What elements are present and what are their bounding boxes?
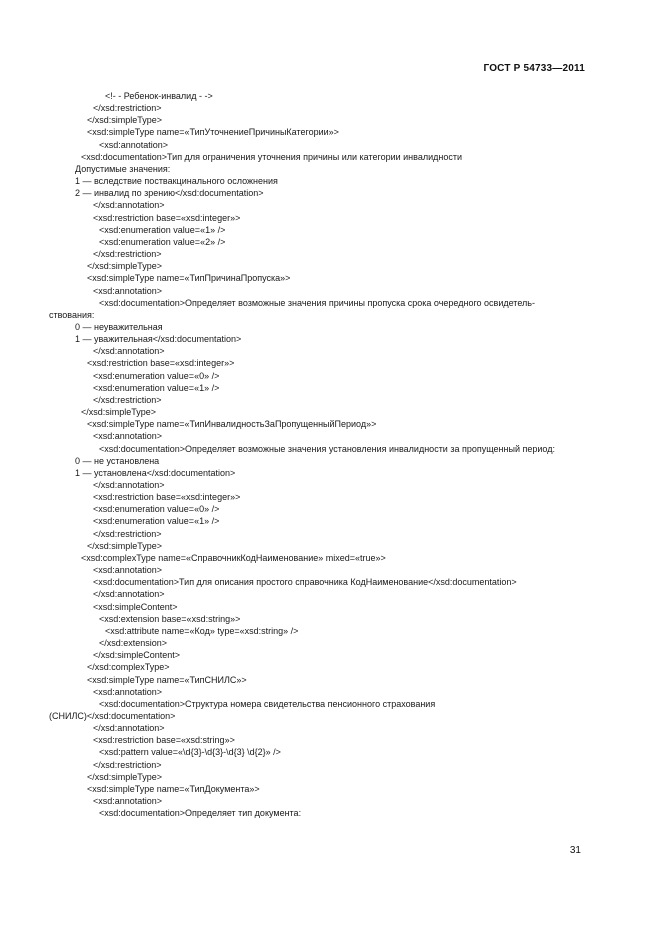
code-line: <xsd:simpleContent>	[93, 601, 178, 612]
code-line: (СНИЛС)</xsd:documentation>	[49, 710, 176, 721]
code-line: <xsd:restriction base=«xsd:integer»>	[87, 358, 235, 369]
code-line: Допустимые значения:	[75, 163, 171, 174]
code-line: <xsd:enumeration value=«1» />	[99, 224, 226, 235]
code-line: </xsd:restriction>	[93, 394, 162, 405]
code-line: </xsd:simpleType>	[87, 115, 163, 126]
code-line: </xsd:restriction>	[93, 103, 162, 114]
code-line: </xsd:simpleType>	[87, 261, 163, 272]
code-line: </xsd:annotation>	[93, 200, 165, 211]
code-line: <xsd:documentation>Тип для описания простого справочника КодНаименование</xsd:documentation>	[93, 577, 517, 588]
code-line: <xsd:restriction base=«xsd:integer»>	[93, 212, 241, 223]
code-line: <xsd:documentation>Определяет возможные значения установления инвалидности за пропущенный период:	[99, 443, 555, 454]
code-line: <xsd:simpleType name=«ТипПричинаПропуска»>	[87, 273, 291, 284]
document-title-header: ГОСТ Р 54733—2011	[483, 63, 585, 74]
code-line: <xsd:documentation>Определяет возможные значения причины пропуска срока очередного освидетель-	[99, 297, 535, 308]
code-line: <xsd:enumeration value=«0» />	[93, 370, 220, 381]
code-line: <xsd:annotation>	[93, 686, 163, 697]
code-line: <xsd:enumeration value=«1» />	[93, 382, 220, 393]
code-line: <xsd:annotation>	[93, 431, 163, 442]
code-line: 1 — уважительная</xsd:documentation>	[75, 334, 242, 345]
code-line: <!- - Ребенок-инвалид - ->	[105, 91, 213, 101]
code-line: 1 — вследствие поствакцинального осложнения	[75, 176, 278, 187]
page-number: 31	[569, 845, 581, 856]
code-line: <xsd:enumeration value=«0» />	[93, 504, 220, 515]
code-line: <xsd:annotation>	[93, 796, 163, 807]
code-line: <xsd:restriction base=«xsd:string»>	[93, 735, 235, 746]
code-line: ствования:	[49, 309, 95, 320]
code-line: <xsd:simpleType name=«ТипИнвалидностьЗаПропущенныйПериод»>	[87, 419, 377, 430]
code-line: </xsd:extension>	[99, 638, 168, 649]
code-line: <xsd:documentation>Тип для ограничения уточнения причины или категории инвалидности	[81, 151, 462, 162]
code-line: 0 — неуважительная	[75, 321, 163, 332]
code-line: <xsd:annotation>	[99, 139, 169, 150]
code-line: </xsd:simpleType>	[81, 407, 157, 418]
code-line: <xsd:annotation>	[93, 285, 163, 296]
code-line: </xsd:simpleType>	[87, 540, 163, 551]
code-line: </xsd:annotation>	[93, 589, 165, 600]
code-line: </xsd:annotation>	[93, 480, 165, 490]
code-line: <xsd:restriction base=«xsd:integer»>	[93, 492, 241, 503]
code-line: </xsd:simpleContent>	[93, 650, 181, 661]
code-line: </xsd:restriction>	[93, 249, 162, 260]
code-listing	[49, 90, 645, 819]
code-line: <xsd:documentation>Определяет тип документа:	[99, 808, 302, 819]
code-line: </xsd:simpleType>	[87, 771, 163, 782]
code-line: <xsd:annotation>	[93, 565, 163, 576]
code-line: <xsd:documentation>Структура номера свидетельства пенсионного страхования	[99, 698, 436, 709]
code-line: 2 — инвалид по зрению</xsd:documentation>	[75, 188, 264, 199]
code-line: <xsd:enumeration value=«1» />	[93, 516, 220, 527]
code-line: <xsd:extension base=«xsd:string»>	[99, 613, 241, 624]
code-line: </xsd:restriction>	[93, 528, 162, 539]
code-line: </xsd:restriction>	[93, 759, 162, 770]
code-line: 0 — не установлена	[75, 455, 160, 466]
code-line: </xsd:annotation>	[93, 723, 165, 734]
code-line: </xsd:complexType>	[87, 662, 170, 673]
code-line: <xsd:enumeration value=«2» />	[99, 236, 226, 247]
code-line: <xsd:simpleType name=«ТипСНИЛС»>	[87, 674, 247, 685]
code-line: </xsd:annotation>	[93, 346, 165, 357]
code-line: <xsd:attribute name=«Код» type=«xsd:string» />	[105, 625, 299, 636]
code-line: <xsd:complexType name=«СправочникКодНаименование» mixed=«true»>	[81, 552, 386, 563]
code-line: <xsd:simpleType name=«ТипДокумента»>	[87, 783, 260, 794]
code-line: <xsd:pattern value=«\d{3}-\d{3}-\d{3} \d{2}» />	[99, 747, 281, 758]
code-line: <xsd:simpleType name=«ТипУточнениеПричиныКатегории»>	[87, 127, 339, 138]
code-line: 1 — установлена</xsd:documentation>	[75, 467, 236, 478]
